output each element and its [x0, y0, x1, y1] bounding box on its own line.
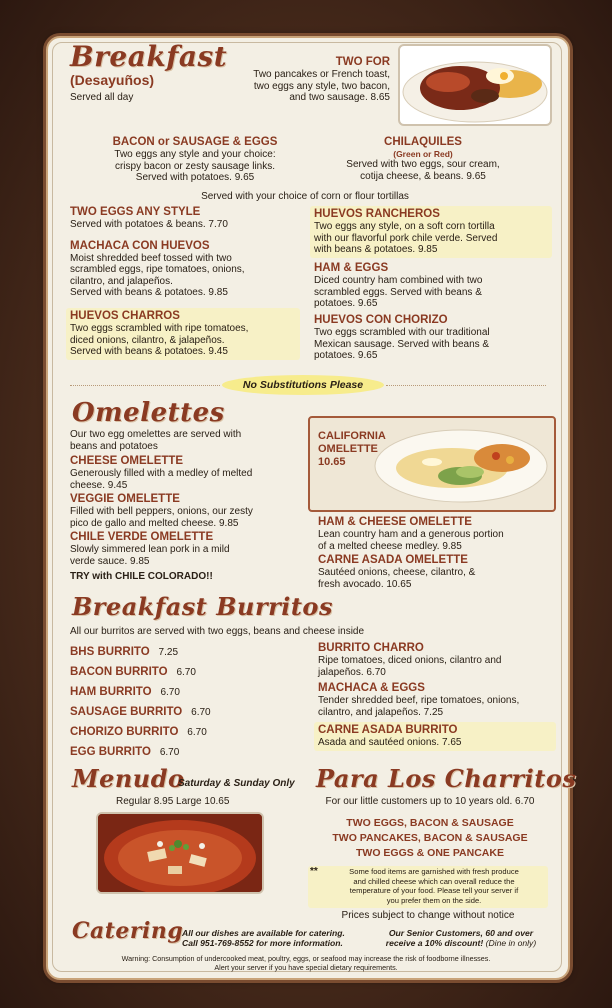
divider-right: [386, 385, 546, 386]
california-omelette-box: [308, 416, 556, 512]
machaca-huevos-name: MACHACA CON HUEVOS: [70, 239, 210, 252]
garnish-line-3: temperature of your food. Please tell your server if: [349, 886, 519, 895]
bacon-sausage-block: [70, 136, 320, 184]
two-for-photo: [398, 44, 552, 126]
machaca-huevos-desc-2: scrambled eggs, ripe tomatoes, onions,: [70, 264, 245, 275]
cheese-omelette-name: CHEESE OMELETTE: [70, 455, 184, 467]
menudo-photo: [96, 812, 264, 894]
sausage-burrito-name: SAUSAGE BURRITO: [70, 706, 183, 718]
catering-line-2: Call 951-769-8552 for more information.: [182, 938, 343, 948]
ham-burrito-name: HAM BURRITO: [70, 686, 152, 698]
california-name-1: CALIFORNIA: [318, 430, 386, 442]
two-eggs-desc-1: Served with potatoes & beans. 7.70: [70, 219, 228, 230]
warning-note: [60, 954, 552, 972]
huevos-chorizo-desc-3: potatoes. 9.65: [314, 350, 378, 361]
burrito-charro-desc-2: jalapeños. 6.70: [318, 666, 386, 678]
chile-verde-omelette-desc-1: Slowly simmered lean pork in a mild: [70, 544, 230, 555]
huevos-charros-desc-3: Served with beans & potatoes. 9.45: [70, 346, 228, 357]
charritos-item-2: TWO PANCAKES, BACON & SAUSAGE: [332, 832, 528, 844]
bacon-sausage-desc-2: crispy bacon or zesty sausage links.: [114, 160, 276, 172]
huevos-chorizo-desc-1: Two eggs scrambled with our traditional: [314, 327, 490, 338]
bacon-sausage-desc-3: Served with potatoes. 9.65: [135, 172, 255, 183]
breakfast-subtitle: (Desayuños): [70, 72, 155, 88]
bhs-burrito-price: 7.25: [158, 647, 179, 658]
omelettes-intro-1: Our two egg omelettes are served with: [70, 429, 242, 440]
cheese-omelette-desc-1: Generously filled with a medley of melted: [70, 468, 253, 479]
breakfast-title: Breakfast: [70, 40, 228, 73]
senior-line-2: receive a 10% discount!: [385, 938, 484, 948]
two-for-desc-3: and two sausage. 8.65: [289, 92, 390, 103]
charritos-items: [310, 816, 550, 861]
divider-left: [70, 385, 220, 386]
carne-asada-omelette-name: CARNE ASADA OMELETTE: [318, 554, 468, 566]
chilaquiles-block: [318, 136, 528, 182]
burrito-charro-name: BURRITO CHARRO: [318, 642, 424, 654]
warning-line-1: Warning: Consumption of undercooked meat, poultry, eggs, or seafood may increase the risk of foodborne illnesses.: [121, 954, 491, 963]
huevos-chorizo-block: [314, 314, 548, 362]
chorizo-burrito-name: CHORIZO BURRITO: [70, 726, 179, 738]
ham-burrito-price: 6.70: [160, 687, 180, 698]
breakfast-left-col: [70, 206, 300, 299]
ham-cheese-omelette-name: HAM & CHEESE OMELETTE: [318, 516, 472, 528]
egg-burrito-price: 6.70: [159, 747, 180, 758]
two-for-desc-2: two eggs any style, two bacon,: [253, 80, 390, 92]
menudo-prices: Regular 8.95 Large 10.65: [116, 796, 230, 807]
burritos-intro: All our burritos are served with two eggs, beans and cheese inside: [70, 626, 365, 637]
huevos-rancheros-desc-2: with our flavorful pork chile verde. Served: [314, 232, 498, 244]
huevos-rancheros-desc-1: Two eggs any style, on a soft corn tortilla: [314, 221, 495, 232]
machaca-huevos-desc-4: Served with beans & potatoes. 9.85: [70, 287, 228, 298]
charritos-item-1: TWO EGGS, BACON & SAUSAGE: [346, 817, 514, 829]
machaca-huevos-desc-3: cilantro, and jalapeños.: [70, 275, 173, 287]
no-substitutions-badge: No Substitutions Please: [222, 375, 384, 395]
chilaquiles-desc-1: Served with two eggs, sour cream,: [346, 159, 500, 170]
bacon-sausage-desc-1: Two eggs any style and your choice:: [114, 149, 276, 160]
garnish-line-2: and chilled cheese which can overall reduce the: [353, 876, 515, 886]
garnish-stars: **: [310, 866, 318, 877]
garnish-line-1: Some food items are garnished with fresh produce: [349, 867, 519, 876]
carne-asada-burrito-desc-1: Asada and sautéed onions. 7.65: [318, 737, 462, 748]
burrito-charro-desc-1: Ripe tomatoes, diced onions, cilantro and: [318, 655, 502, 666]
senior-discount: [372, 928, 550, 948]
ham-eggs-name: HAM & EGGS: [314, 262, 389, 274]
veggie-omelette-desc-1: Filled with bell peppers, onions, our zesty: [70, 506, 253, 517]
burritos-title: Breakfast Burritos: [72, 592, 333, 621]
bacon-burrito-price: 6.70: [176, 667, 196, 678]
menudo-days: Saturday & Sunday Only: [178, 778, 295, 789]
menudo-title: Menudo: [72, 764, 185, 793]
carne-asada-burrito-name: CARNE ASADA BURRITO: [318, 724, 458, 736]
burritos-right-col: [318, 642, 552, 718]
tortillas-note: Served with your choice of corn or flour tortillas: [201, 191, 409, 202]
chorizo-burrito-price: 6.70: [187, 727, 207, 738]
omelettes-intro-2: beans and potatoes: [70, 440, 158, 452]
huevos-rancheros-block: [310, 206, 552, 258]
omelettes-title: Omelettes: [72, 398, 225, 428]
try-chile-colorado: TRY with CHILE COLORADO!!: [70, 571, 213, 582]
senior-line-3: (Dine in only): [485, 938, 537, 948]
catering-title: Catering: [72, 918, 184, 944]
catering-info: [182, 928, 345, 948]
charritos-title: Para Los Charritos: [316, 764, 577, 793]
ham-eggs-block: [314, 262, 548, 310]
charritos-item-3: TWO EGGS & ONE PANCAKE: [356, 847, 504, 859]
machaca-eggs-desc-2: cilantro, and jalapeños. 7.25: [318, 706, 444, 718]
veggie-omelette-desc-2: pico de gallo and melted cheese. 9.85: [70, 517, 239, 529]
carne-asada-omelette-desc-1: Sautéed onions, cheese, cilantro, &: [318, 567, 476, 578]
breakfast-served: Served all day: [70, 92, 134, 103]
warning-line-2: Alert your server if you have special dietary requirements.: [214, 963, 398, 972]
chile-verde-omelette-name: CHILE VERDE OMELETTE: [70, 531, 214, 543]
charritos-note: For our little customers up to 10 years old. 6.70: [325, 796, 535, 807]
ham-cheese-omelette-desc-2: of a melted cheese medley. 9.85: [318, 540, 462, 552]
prices-note: Prices subject to change without notice: [341, 910, 515, 921]
chile-verde-omelette-desc-2: verde sauce. 9.85: [70, 555, 150, 567]
machaca-huevos-desc-1: Moist shredded beef tossed with two: [70, 252, 232, 264]
huevos-charros-desc-2: diced onions, cilantro, & jalapeños.: [70, 334, 225, 346]
chilaquiles-desc-2: cotija cheese, & beans. 9.65: [360, 170, 486, 182]
bacon-sausage-name: BACON or SAUSAGE & EGGS: [112, 136, 278, 148]
omelettes-right-col: [318, 516, 552, 590]
egg-burrito-name: EGG BURRITO: [70, 746, 151, 758]
garnish-line-4: you prefer them on the side.: [386, 895, 482, 905]
ham-eggs-desc-1: Diced country ham combined with two: [314, 275, 483, 286]
ham-cheese-omelette-desc-1: Lean country ham and a generous portion: [318, 529, 504, 540]
chilaquiles-note: (Green or Red): [393, 149, 453, 159]
garnish-text: [322, 867, 546, 905]
huevos-chorizo-name: HUEVOS CON CHORIZO: [314, 314, 448, 326]
huevos-rancheros-desc-3: with beans & potatoes. 9.85: [314, 244, 438, 255]
huevos-charros-block: [66, 308, 300, 360]
bhs-burrito-name: BHS BURRITO: [70, 646, 150, 658]
ham-eggs-desc-3: potatoes. 9.65: [314, 298, 378, 309]
huevos-rancheros-name: HUEVOS RANCHEROS: [314, 208, 440, 220]
chilaquiles-name: CHILAQUILES: [384, 136, 462, 148]
huevos-charros-name: HUEVOS CHARROS: [70, 310, 180, 322]
carne-asada-omelette-desc-2: fresh avocado. 10.65: [318, 578, 412, 590]
sausage-burrito-price: 6.70: [191, 707, 211, 718]
huevos-chorizo-desc-2: Mexican sausage. Served with beans &: [314, 338, 490, 350]
two-for-name: TWO FOR: [335, 56, 390, 68]
burritos-left-col: [70, 642, 290, 762]
omelettes-left-col: [70, 429, 298, 583]
california-price: 10.65: [318, 456, 346, 468]
two-eggs-name: TWO EGGS ANY STYLE: [70, 206, 201, 218]
machaca-eggs-name: MACHACA & EGGS: [318, 682, 425, 694]
huevos-charros-desc-1: Two eggs scrambled with ripe tomatoes,: [70, 323, 249, 334]
carne-asada-burrito-block: [314, 722, 556, 751]
two-for-block: [200, 56, 390, 104]
machaca-eggs-desc-1: Tender shredded beef, ripe tomatoes, onions,: [318, 695, 520, 706]
senior-line-1: Our Senior Customers, 60 and over: [388, 928, 534, 938]
ham-eggs-desc-2: scrambled eggs. Served with beans &: [314, 286, 482, 298]
catering-line-1: All our dishes are available for catering.: [182, 928, 345, 938]
veggie-omelette-name: VEGGIE OMELETTE: [70, 493, 180, 505]
cheese-omelette-desc-2: cheese. 9.45: [70, 479, 128, 491]
california-name-2: OMELETTE: [318, 443, 378, 455]
california-omelette-photo: [372, 422, 550, 506]
two-for-desc-1: Two pancakes or French toast,: [253, 69, 390, 80]
bacon-burrito-name: BACON BURRITO: [70, 666, 168, 678]
garnish-note-box: [308, 866, 548, 908]
